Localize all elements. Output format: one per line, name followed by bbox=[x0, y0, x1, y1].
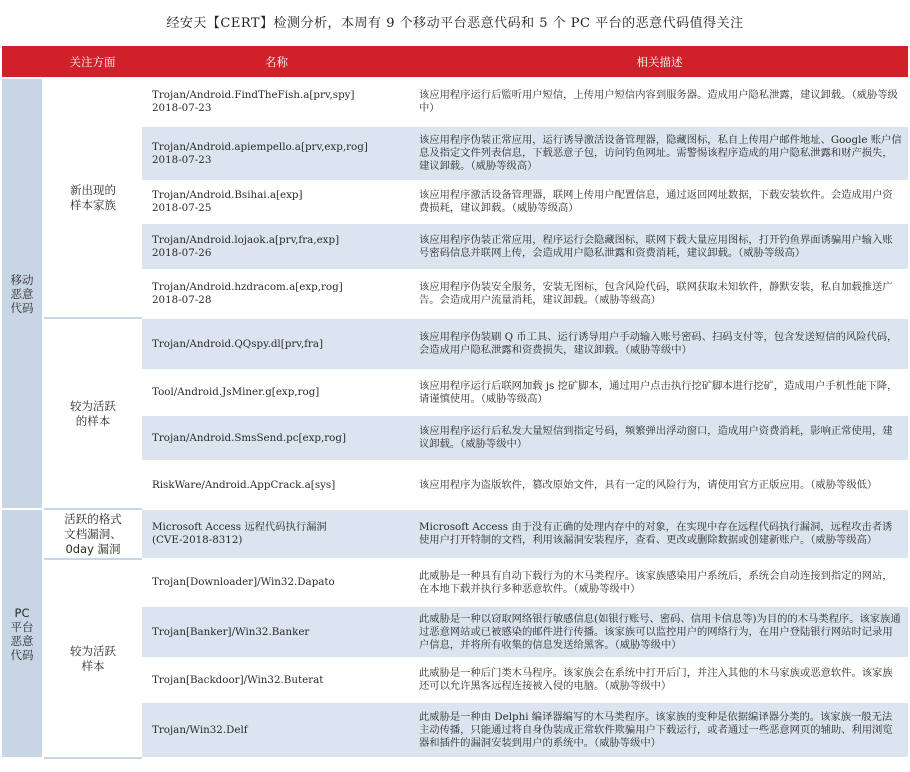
platform-pc: PC 平台 恶意 代码 bbox=[2, 509, 43, 758]
sample-name: Trojan[Downloader]/Win32.Dapato bbox=[142, 559, 411, 606]
category-active-mobile: 较为活跃 的样本 bbox=[43, 318, 142, 509]
threat-table bbox=[2, 46, 908, 759]
sample-description: 此威胁是一种后门类木马程序。该家族会在系统中打开后门，并注入其他的木马家族或恶意软件。该家族还可以允许黑客远程连接被入侵的电脑。（威胁等级中） bbox=[411, 658, 908, 702]
sample-name: Trojan/Android.apiempello.a[prv,exp,rog] 2018-07-23 bbox=[142, 126, 411, 181]
sample-name: Trojan[Banker]/Win32.Banker bbox=[142, 606, 411, 658]
sample-description: 该应用程序伪装正常应用，运行诱导激活设备管理器，隐藏图标，私自上传用户邮件地址、Google 账户信息及指定文件列表信息，下载恶意子包，访问钓鱼网址。需警惕该程序造成的用户隐私泄露和财产损失，建议卸载。（威胁等级高） bbox=[411, 126, 908, 181]
sample-description: 该应用程序运行后联网加载 js 挖矿脚本，通过用户点击执行挖矿脚本进行挖矿，造成用户手机性能下降，请谨慎使用。（威胁等级高） bbox=[411, 370, 908, 415]
platform-mobile: 移动 恶意 代码 bbox=[2, 78, 43, 509]
table-row bbox=[2, 318, 908, 370]
page-title: 经安天【CERT】检测分析，本周有 9 个移动平台恶意代码和 5 个 PC 平台的恶意代码值得关注 bbox=[166, 16, 744, 31]
sample-name: Trojan/Android.hzdracom.a[exp,rog] 2018-07-28 bbox=[142, 270, 411, 318]
sample-name: RiskWare/Android.AppCrack.a[sys] bbox=[142, 461, 411, 509]
table-header bbox=[2, 46, 908, 78]
category-vuln: 活跃的格式 文档漏洞、 0day 漏洞 bbox=[43, 509, 142, 559]
header-description: 相关描述 bbox=[411, 46, 908, 78]
sample-name: Trojan/Win32.Delf bbox=[142, 702, 411, 758]
header-focus: 关注方面 bbox=[43, 46, 142, 78]
sample-name: Trojan/Android.FindTheFish.a[prv,spy] 2018-07-23 bbox=[142, 78, 411, 126]
sample-description: 该应用程序运行后監听用户短信，上传用户短信内容到服务器。造成用户隐私泄露，建议卸载。（威胁等级中） bbox=[411, 78, 908, 126]
sample-name: Trojan/Android.QQspy.dl[prv,fra] bbox=[142, 318, 411, 370]
sample-description: 该应用程序为盗版软件，篡改原始文件，具有一定的风险行为，请使用官方正版应用。（威胁等级低） bbox=[411, 461, 908, 509]
sample-name: Tool/Android.JsMiner.g[exp,rog] bbox=[142, 370, 411, 415]
sample-description: 该应用程序伪装正常应用，程序运行会隐藏图标，联网下载大量应用图标，打开钓鱼界面诱骗用户输入账号密码信息并联网上传，会造成用户隐私泄露和资费消耗，建议卸载。（威胁等级高） bbox=[411, 223, 908, 270]
sample-name: Trojan/Android.lojaok.a[prv,fra,exp] 2018-07-26 bbox=[142, 223, 411, 270]
sample-description: 该应用程序伪装安全服务，安装无图标，包含风险代码，联网获取未知软件，静默安装，私自加载推送广告。会造成用户流量消耗，建议卸载。（威胁等级高） bbox=[411, 270, 908, 318]
header-name: 名称 bbox=[142, 46, 411, 78]
sample-description: 该应用程序激活设备管理器，联网上传用户配置信息，通过返回网址数据，下载安装软件。会造成用户资费损耗，建议卸载。（威胁等级高） bbox=[411, 181, 908, 223]
sample-description: 该应用程序伪装刷 Q 币工具、运行诱导用户手动输入账号密码、扫码支付等，包含发送短信的风险代码，会造成用户隐私泄露和资费损失，建议卸载。（威胁等级中） bbox=[411, 318, 908, 370]
sample-name: Trojan/Android.Bsihai.a[exp] 2018-07-25 bbox=[142, 181, 411, 223]
category-active-pc: 较为活跃 样本 bbox=[43, 559, 142, 758]
sample-description: 此威胁是一种由 Delphi 编译器编写的木马类程序。该家族的变种是依据编译器分类的。该家族一般无法主动传播，只能通过将自身伪装成正常软件欺骗用户下载运行，或者通过一些恶意网页的辅助、利用浏览器和插件的漏洞安装到用户的系统中。（威胁等级中） bbox=[411, 702, 908, 758]
sample-name: Microsoft Access 远程代码执行漏洞 (CVE-2018-8312) bbox=[142, 509, 411, 559]
table-row bbox=[2, 559, 908, 606]
header-blank bbox=[2, 46, 43, 78]
sample-description: 此威胁是一种以窃取网络银行敏感信息(如银行账号、密码、信用卡信息等)为目的的木马类程序。该家族通过恶意网站或已被感染的邮件进行传播。该家族可以监控用户的网络行为，在用户登陆银行网站时记录用户信息，并将所有收集的信息发送给黑客。（威胁等级中） bbox=[411, 606, 908, 658]
sample-name: Trojan/Android.SmsSend.pc[exp,rog] bbox=[142, 415, 411, 461]
sample-description: 该应用程序运行后私发大量短信到指定号码，频繁弹出浮动窗口，造成用户资费消耗，影响正常使用，建议卸载。（威胁等级中） bbox=[411, 415, 908, 461]
sample-description: Microsoft Access 由于没有正确的处理内存中的对象，在实现中存在远程代码执行漏洞，远程攻击者诱使用户打开特制的文档，利用该漏洞安装程序，查看、更改或删除数据或创建新账户。（威胁等级高） bbox=[411, 509, 908, 559]
sample-description: 此威胁是一种具有自动下载行为的木马类程序。该家族感染用户系统后，系统会自动连接到指定的网站，在本地下载并执行多种恶意软件。（威胁等级中） bbox=[411, 559, 908, 606]
sample-name: Trojan[Backdoor]/Win32.Buterat bbox=[142, 658, 411, 702]
table-row bbox=[2, 78, 908, 126]
category-new-family: 新出现的 样本家族 bbox=[43, 78, 142, 318]
table-row bbox=[2, 509, 908, 559]
